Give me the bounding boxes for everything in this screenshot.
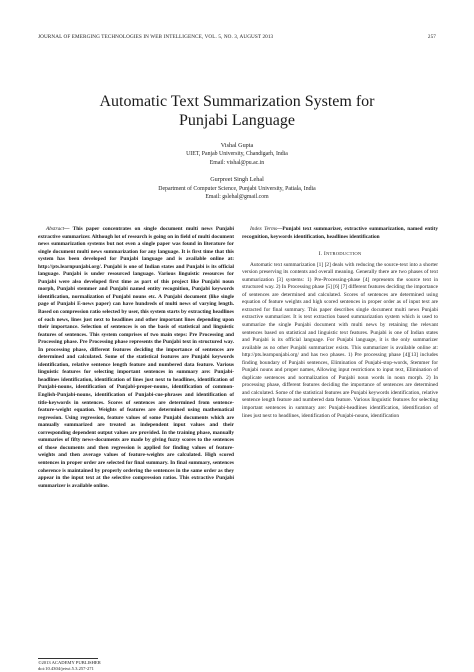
author-list — [38, 142, 436, 210]
index-terms — [242, 226, 438, 241]
doi: doi:10.4304/jetwi.5.3.257-271 — [38, 665, 94, 671]
journal-name: JOURNAL OF EMERGING TECHNOLOGIES IN WEB INTELLIGENCE, VOL. 5, NO. 3, AUGUST 2013 — [38, 34, 274, 40]
author-email: Email: vishal@pu.ac.in — [209, 159, 265, 166]
abstract-label: Abstract — [46, 226, 65, 232]
author-affiliation: UIET, Panjab University, Chandigarh, India — [186, 151, 288, 158]
author-name: Vishal Gupta — [220, 142, 254, 149]
author-email: Email: gslehal@gmail.com — [205, 194, 269, 201]
page-number: 257 — [427, 34, 436, 40]
right-column — [242, 226, 438, 420]
abstract-text: — This paper concentrates on single document multi news Punjabi extractive summarizer. Although lot of research is going on in field of multi document news summarization systems but not even a single paper was found in literature for single document multi news summarization for any language. It is first time that this system has been developed for Punjabi language and is available online at: http://pts.learnpunjabi.org/. Punjabi is one of Indian states and Punjabi is its official language. Punjabi is under resourced language. Various linguistic resources for Punjabi were also developed first time as part of this project like Punjabi noun morph, Punjabi stemmer and Punjabi named entity recognition, Punjabi keywords identification, normalization of Punjabi nouns etc. A Punjabi document (like single page of Punjabi E-news paper) can have hundreds of multi news of varying length. Based on compression ratio selected by user, this system starts by extracting headlines of each news, lines just next to headlines and other important lines depending upon their importance. Selection of sentences is on the basis of statistical and linguistic features of sentences. This system comprises of two main steps: Pre Processing and Processing phase. Pre Processing phase represents the Punjabi text in structured way. In processing phase, different features deciding the importance of sentences are determined and calculated. Some of the statistical features are Punjabi keywords identification, relative sentence length feature and numbered data feature. Various linguistic features for selecting important sentences in summary are: Punjabi-headlines identification, identification of lines just next to headlines, identification of Punjabi-nouns, identification of Punjabi-proper-nouns, identification of common-English-Punjabi-nouns, identification of Punjabi-cue-phrases and identification of title-keywords in sentences. Scores of sentences are determined from sentence-feature-weight equation. Weights of features are determined using mathematical regression. Using regression, feature values of some Punjabi documents which are manually summarized are treated as independent input values and their corresponding dependent output values are provided. In the training phase, manually summaries of fifty news-documents are made by giving fuzzy scores to the sentences of those documents and then regression is applied for finding values of feature-weights and then average values of feature-weights are calculated. High scored sentences in proper order are selected for final summary. In final summary, sentences coherence is maintained by properly ordering the sentences in the same order as they appear in the input text at the selective compression ratios. This extractive Punjabi summarizer is available online. — [38, 226, 234, 489]
introduction-paragraph: Automatic text summarization [1] [2] deals with reducing the source-text into a shorter version preserving its contents and overall meaning. Generally there are two phases of text summarization [3] systems: 1) Pre-Processing-phase [4] represents the source text in structured way. 2) In Processing phase [5] [6] [7] different features deciding the importance of sentences are determined and calculated. Scores of sentences are determined using equation of feature weights and high scored sentences in proper order as of input text are extracted for final summary. This paper describes single document multi news Punjabi extractive summarizer. It is text extraction based summarization system which is used to summarize the single Punjabi document with multi news by retaining the relevant sentences based on statistical and linguistic text features. Punjabi is one of Indian states and Punjabi is its official language. For Punjabi language, it is the only summarizer available as no other Punjabi summarizer exists. This summarizer is available online at: http://pts.learnpunjabi.org/ and has two phases. 1) Pre processing phase [4][13] includes finding boundary of Punjabi sentences, Elimination of Punjabi-stop-words, Stemmer for Punjabi nouns and proper names, Allowing input restrictions to input text, Elimination of duplicate sentences and normalization of Punjabi noun words in noun morph. 2) In processing phase, different features deciding the importance of sentences are determined and calculated. Some of the statistical features are Punjabi keywords identification, relative sentence length feature and numbered data feature. Various linguistic features for selecting important sentences in summary are: Punjabi-headlines identification, identification of lines just next to headlines, identification of Punjabi-nouns, identification — [242, 261, 438, 419]
author-name: Gurpreet Singh Lehal — [210, 176, 264, 184]
running-header — [38, 34, 436, 40]
author-affiliation: Department of Computer Science, Punjabi University, Patiala, India — [158, 185, 316, 192]
paper-title — [38, 92, 436, 130]
author-block — [38, 176, 436, 201]
left-column — [38, 226, 234, 490]
section-number: I. — [318, 251, 323, 258]
author-block — [38, 142, 436, 167]
section-heading — [242, 250, 438, 259]
index-terms-text: —Punjabi text summarizer, extractive summarization, named entity recognition, keywords identification, headlines identification — [242, 226, 438, 240]
section-title-rest: NTRODUCTION — [325, 251, 362, 257]
abstract — [38, 226, 234, 490]
footer-rule — [38, 658, 98, 659]
introduction-body — [242, 262, 438, 420]
title-line-2: Punjabi Language — [179, 112, 295, 129]
title-line-1: Automatic Text Summarization System for — [99, 93, 375, 110]
index-terms-label: Index Terms — [250, 226, 278, 232]
copyright-notice: ©2013 ACADEMY PUBLISHER — [38, 660, 101, 665]
section-title-initial: I — [323, 251, 326, 258]
